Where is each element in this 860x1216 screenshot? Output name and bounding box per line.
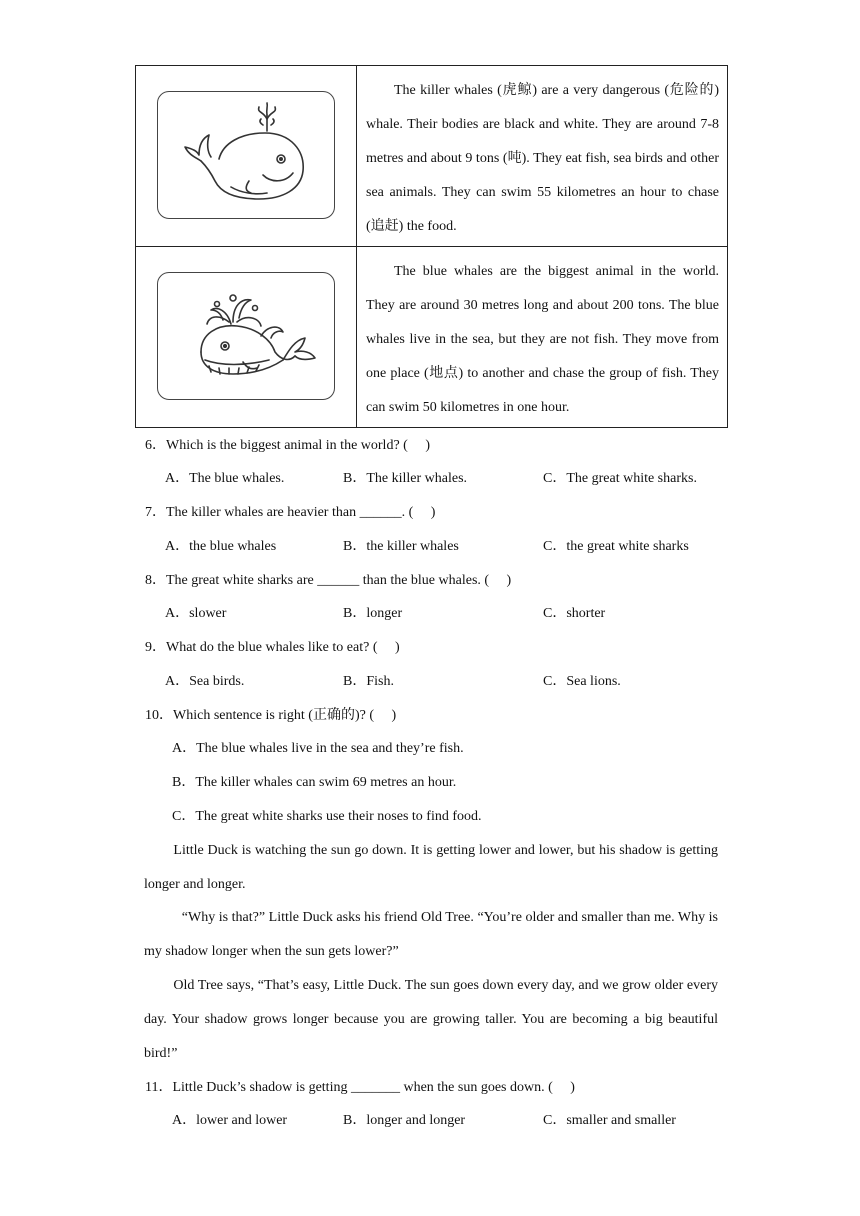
question-8: 8．The great white sharks are ______ than the blue whales. ( ) <box>145 573 512 588</box>
option-b: B．longer and longer <box>343 1113 466 1128</box>
question-10: 10．Which sentence is right (正确的)? ( ) <box>145 708 397 723</box>
image-cell <box>136 66 357 247</box>
option-c: C．The great white sharks. <box>543 471 697 486</box>
option-a: A．The blue whales. <box>165 471 285 486</box>
blue-whale-icon <box>171 280 321 392</box>
option-c: C．smaller and smaller <box>543 1113 676 1128</box>
option-b: B．longer <box>343 606 403 621</box>
option-c: C．Sea lions. <box>543 674 621 689</box>
question-8-options <box>165 604 725 624</box>
image-frame <box>157 272 335 400</box>
question-9-options <box>165 672 725 692</box>
table-row <box>136 66 728 247</box>
option-c: C．shorter <box>543 606 606 621</box>
option-c: C．the great white sharks <box>543 539 689 554</box>
option-a: A．slower <box>165 606 227 621</box>
option-b: B．the killer whales <box>343 539 459 554</box>
killer-whale-paragraph: The killer whales (虎鲸) are a very dangerous (危险的) whale. Their bodies are black and white. They are around 7-8 metres and about 9 tons (吨). They eat fish, sea birds and other sea animals. They can swim 55 kilometres an hour to chase (追赶) the food. <box>366 83 719 234</box>
question-9: 9．What do the blue whales like to eat? ( ) <box>145 640 400 655</box>
option-c: C．The great white sharks use their noses to find food. <box>172 809 482 824</box>
option-a: A．lower and lower <box>172 1113 288 1128</box>
text-cell <box>357 247 728 428</box>
question-6-options <box>165 469 725 489</box>
question-7-options <box>165 537 725 557</box>
blue-whale-paragraph: The blue whales are the biggest animal in the world. They are around 30 metres long and about 200 tons. The blue whales live in the sea, but they are not fish. They move from one place (地点) to another and chase the group of fish. They can swim 50 kilometres in one hour. <box>366 264 719 415</box>
question-11-options <box>172 1111 732 1131</box>
passage-paragraph-3: Old Tree says, “That’s easy, Little Duck. The sun goes down every day, and we grow older every day. Your shadow grows longer because you are growing taller. You are becoming a big beautiful bird!” <box>144 978 718 1061</box>
whale-info-table <box>135 65 728 428</box>
image-frame <box>157 91 335 219</box>
option-b: B．The killer whales. <box>343 471 468 486</box>
question-6: 6．Which is the biggest animal in the world? ( ) <box>145 438 430 453</box>
image-cell <box>136 247 357 428</box>
option-b: B．The killer whales can swim 69 metres an hour. <box>172 775 457 790</box>
passage-paragraph-2: “Why is that?” Little Duck asks his friend Old Tree. “You’re older and smaller than me. Why is my shadow longer when the sun gets lower?” <box>144 910 718 959</box>
option-a: A．the blue whales <box>165 539 277 554</box>
option-a: A．Sea birds. <box>165 674 245 689</box>
passage-paragraph-1: Little Duck is watching the sun go down. It is getting lower and lower, but his shadow is getting longer and longer. <box>144 843 718 892</box>
table-row <box>136 247 728 428</box>
text-cell <box>357 66 728 247</box>
question-7: 7．The killer whales are heavier than ______. ( ) <box>145 505 436 520</box>
option-a: A．The blue whales live in the sea and they’re fish. <box>172 741 464 756</box>
option-b: B．Fish. <box>343 674 394 689</box>
killer-whale-icon <box>171 101 321 209</box>
question-11: 11．Little Duck’s shadow is getting _______ when the sun goes down. ( ) <box>145 1080 575 1095</box>
